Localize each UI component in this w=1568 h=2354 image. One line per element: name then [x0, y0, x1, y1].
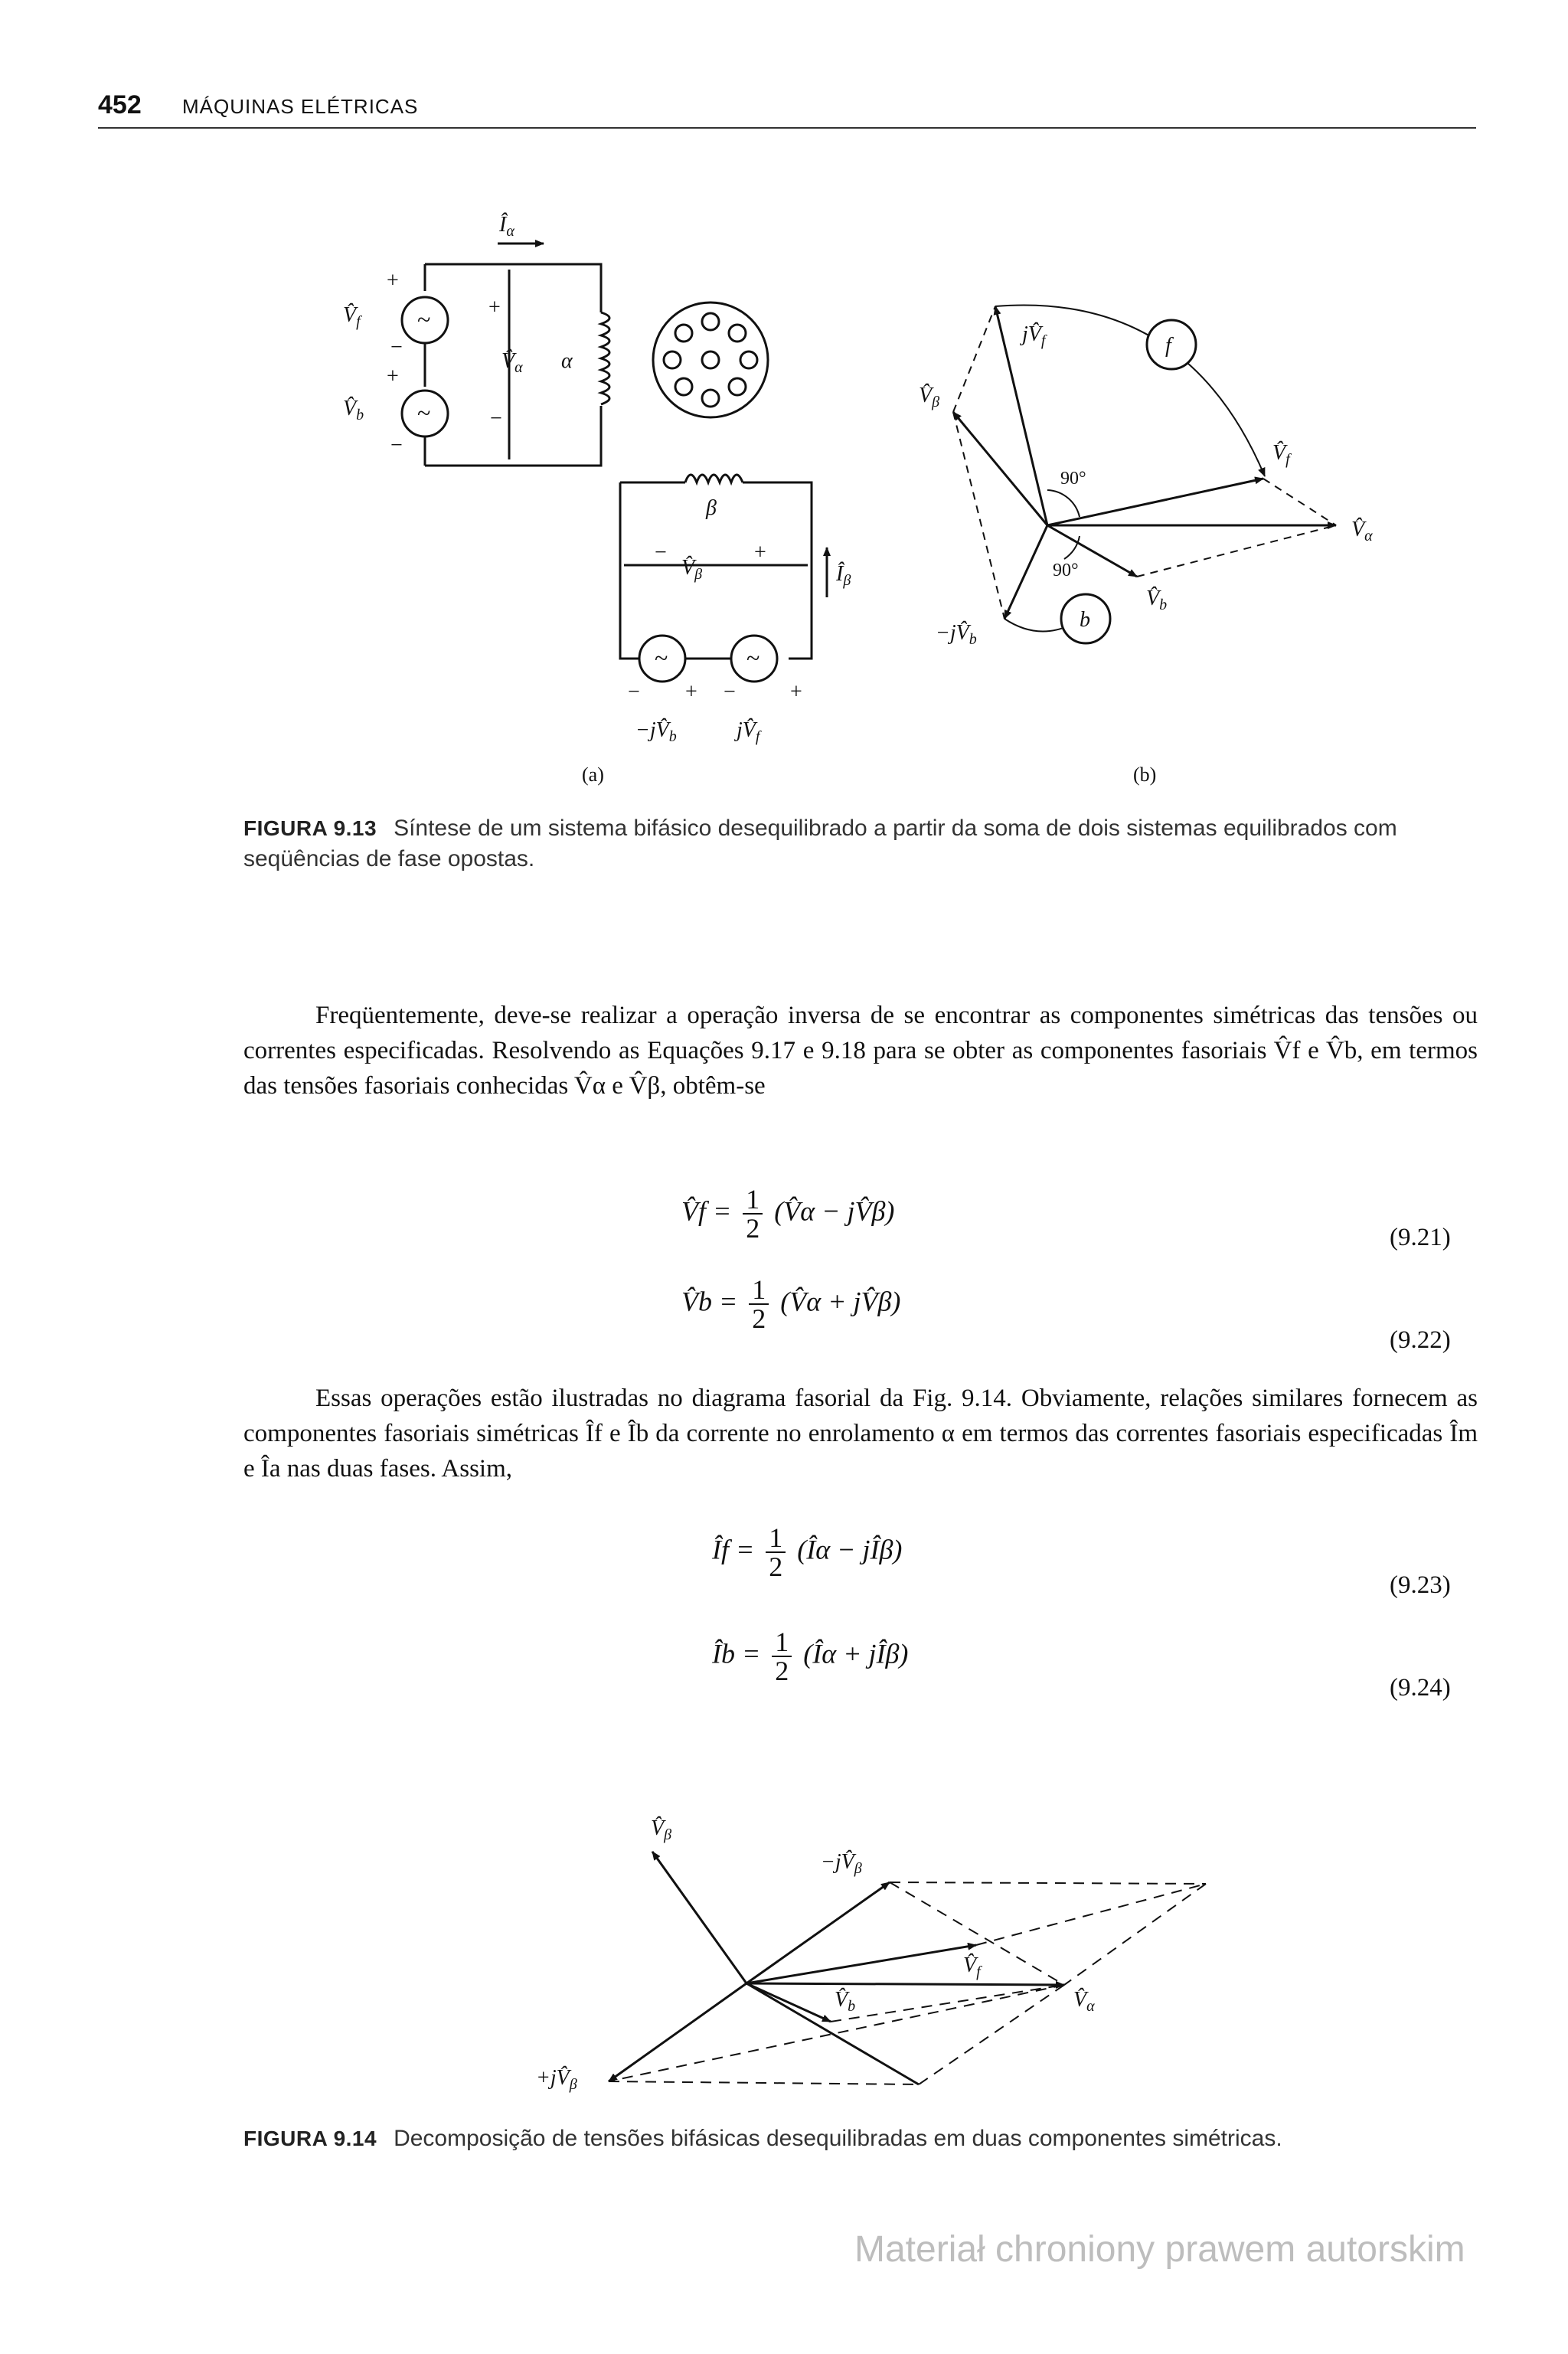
equation-9-23: Îf = $\frac{1}{2}$ (Îα − jÎβ): [712, 1522, 903, 1582]
svg-text:−: −: [390, 433, 403, 457]
circle-f: [1147, 320, 1196, 369]
equation-number-9-23: (9.23): [1390, 1571, 1451, 1599]
figure-9-13: [0, 0, 1568, 812]
caption-text: Decomposição de tensões bifásicas desequilibradas em duas componentes simétricas.: [394, 2126, 1282, 2151]
svg-text:V̂β: $V̂_\beta$: [681, 556, 703, 583]
svg-text:V̂f: $V̂_f$: [343, 303, 361, 330]
svg-text:~: ~: [655, 644, 668, 672]
svg-text:+: +: [387, 269, 399, 293]
svg-text:−: −: [655, 541, 667, 564]
coil-alpha: [601, 312, 609, 404]
svg-text:−jV̂b: $-jV̂_b$: [635, 718, 677, 745]
phasor-labels-b: [919, 322, 1373, 786]
label-b: (b): [1133, 763, 1157, 786]
svg-text:V̂b: $V̂_b$: [343, 397, 364, 423]
label-a: (a): [582, 763, 604, 786]
caption-text: Síntese de um sistema bifásico desequilibrado a partir da soma de dois sistemas equilibrados com seqüências de fase opostas.: [243, 816, 1397, 871]
svg-text:~: ~: [746, 644, 760, 672]
svg-text:−: −: [390, 335, 403, 359]
svg-text:V̂α: $V̂_\alpha$: [1073, 1988, 1095, 2015]
label-i-alpha: $Î_\alpha$: [499, 213, 514, 240]
phasor-diagram-b: [953, 305, 1336, 643]
svg-text:−jV̂β: $-jV̂_\beta$: [821, 1850, 862, 1877]
svg-text:−: −: [724, 680, 736, 704]
paragraph-1: Freqüentemente, deve-se realizar a operação inversa de se encontrar as componentes simétricas das tensões ou correntes especificadas. Resolvendo as Equações 9.17 e 9.18 para se obter as componentes fasoriais V̂f e V̂b, em termos das tensões fasoriais conhecidas V̂α e V̂β, obtêm-se: [243, 1002, 1478, 1100]
equation-number-9-24: (9.24): [1390, 1674, 1451, 1702]
svg-text:V̂β: $V̂_\beta$: [651, 1816, 672, 1843]
svg-text:b: b: [1080, 608, 1090, 632]
svg-text:V̂f: $V̂_f$: [1272, 441, 1290, 468]
svg-text:V̂β: $V̂_\beta$: [919, 384, 940, 410]
svg-text:~: ~: [417, 399, 431, 427]
svg-text:Îβ: $Î_\beta$: [836, 562, 851, 589]
svg-text:+: +: [790, 680, 802, 704]
paragraph-2: Essas operações estão ilustradas no diagrama fasorial da Fig. 9.14. Obviamente, relações similares fornecem as componentes fasoriais simétricas Îf e Îb da corrente no enrolamento α em termos das correntes fasoriais especificadas Îm e Îa nas duas fases. Assim,: [243, 1385, 1478, 1483]
caption-9-14: [243, 2124, 1478, 2154]
svg-text:+: +: [685, 680, 697, 704]
svg-text:V̂b: $V̂_b$: [1146, 587, 1168, 613]
page-number: 452: [98, 90, 142, 119]
svg-text:V̂b: $V̂_b$: [835, 1988, 856, 2015]
equation-9-21: V̂f = $\frac{1}{2}$ (V̂α − jV̂β): [681, 1184, 895, 1244]
svg-text:+: +: [387, 365, 399, 388]
svg-text:+jV̂β: $+jV̂_\beta$: [536, 2066, 577, 2093]
svg-text:β: β: [706, 496, 717, 520]
svg-text:V̂α: $V̂_\alpha$: [501, 349, 523, 376]
circuit-a: [402, 244, 827, 682]
caption-9-13: [243, 813, 1478, 875]
svg-text:−: −: [628, 680, 640, 704]
svg-text:V̂f: $V̂_f$: [963, 1953, 981, 1980]
svg-text:90°: 90°: [1060, 469, 1086, 489]
svg-text:jV̂f: $jV̂_f$: [1022, 322, 1046, 349]
svg-text:−jV̂b: $-jV̂_b$: [936, 621, 977, 648]
caption-number: FIGURA 9.14: [243, 2127, 377, 2150]
svg-text:−: −: [490, 407, 502, 430]
svg-text:+: +: [488, 296, 501, 319]
equation-9-22: V̂b = $\frac{1}{2}$ (V̂α + jV̂β): [681, 1274, 901, 1334]
svg-text:α: α: [561, 349, 573, 373]
running-title: MÁQUINAS ELÉTRICAS: [182, 95, 419, 118]
equation-number-9-21: (9.21): [1390, 1224, 1451, 1251]
watermark: Materiał chroniony prawem autorskim: [854, 2229, 1465, 2270]
rotor-circle: [653, 302, 768, 417]
svg-text:~: ~: [417, 306, 431, 333]
coil-beta: [685, 475, 743, 482]
svg-text:+: +: [754, 541, 766, 564]
caption-number: FIGURA 9.13: [243, 816, 377, 840]
figure-9-14: [0, 1784, 1568, 2106]
svg-text:90°: 90°: [1053, 561, 1079, 580]
svg-text:jV̂f: $jV̂_f$: [737, 718, 760, 745]
equation-9-24: Îb = $\frac{1}{2}$ (Îα + jÎβ): [712, 1627, 909, 1686]
equation-number-9-22: (9.22): [1390, 1326, 1451, 1354]
svg-text:f: f: [1165, 334, 1171, 358]
svg-text:V̂α: $V̂_\alpha$: [1351, 518, 1373, 544]
